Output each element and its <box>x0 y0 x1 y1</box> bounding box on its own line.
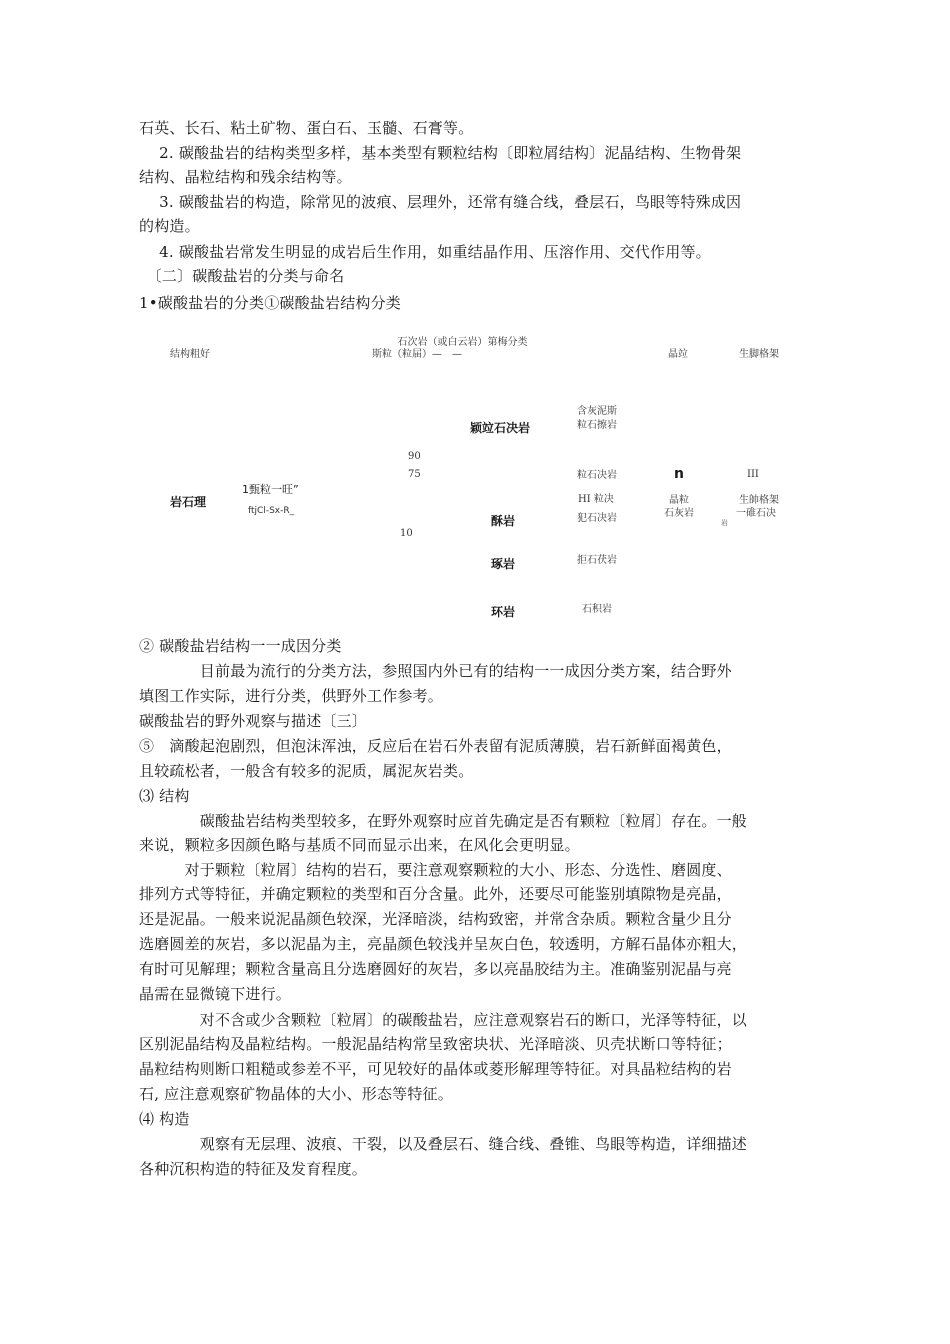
percent-label: 90 <box>408 451 421 462</box>
text-line: 2. 碳酸盐岩的结构类型多样，基本类型有颗粒结构〔即粒屑结构〕泥晶结构、生物骨架 <box>139 144 742 162</box>
cell-label: 粒石决岩 <box>577 470 617 481</box>
subsection-heading: ⑷ 构造 <box>139 1110 190 1128</box>
text-line: 排列方式等特征，并确定颗粒的类型和百分含量。此外，还要尽可能鉴别填隙物是亮晶， <box>139 885 732 903</box>
cell-label: 石积岩 <box>582 604 612 615</box>
text-line: 3. 碳酸盐岩的构造，除常见的波痕、层理外，还常有缝合线，叠层石，鸟眼等特殊成因 <box>139 193 742 211</box>
section-heading: 〔二〕碳酸盐岩的分类与命名 <box>139 267 345 285</box>
column-header-crystal: 晶竝 <box>668 349 688 360</box>
grain-sublabel: ftjCl-Sx-R_ <box>248 506 295 516</box>
subsection-heading: ⑶ 结构 <box>139 787 190 805</box>
text-line: 来说，颗粒多因颜色略与基质不同而显示出来，在风化会更明显。 <box>139 836 580 854</box>
text-line: 区别泥晶结构及晶粒结构。一般泥晶结构常呈致密块状、光泽暗淡、贝壳状断口等特征； <box>139 1035 732 1053</box>
text-line: 还是泥晶。一般来说泥晶颜色较深，光泽暗淡，结构致密，并常含杂质。颗粒含量少且分 <box>139 910 732 928</box>
cell-label: HI 粒决 <box>578 494 614 505</box>
grain-label: 1甄粒一旺” <box>242 483 299 496</box>
text-line: 各种沉积构造的特征及发育程度。 <box>139 1160 368 1178</box>
column-header-structure: 结构粗好 <box>170 349 210 360</box>
figure-title: 石次岩（或白云岩）第梅分类 <box>397 337 528 348</box>
text-line: 的构造。 <box>139 217 200 235</box>
subsection-heading: 1•碳酸盐岩的分类①碳酸盐岩结构分类 <box>139 294 401 312</box>
cell-label: 拒石茯岩 <box>577 555 617 566</box>
section-heading: 碳酸盐岩的野外观察与描述〔三〕 <box>139 712 368 730</box>
text-line: 晶需在显微镜下进行。 <box>139 985 292 1003</box>
text-line: 结构、晶粒结构和残余结构等。 <box>139 168 352 186</box>
rock-name: 颖竝石决岩 <box>470 421 531 435</box>
cell-label: 含灰泥斯 <box>577 406 617 417</box>
text-line: 碳酸盐岩结构类型较多，在野外观察时应首先确定是否有颗粒〔粒屑〕存在。一般 <box>139 812 748 830</box>
text-line: 石, 应注意观察矿物晶体的大小、形态等特征。 <box>139 1085 453 1103</box>
text-line: 且较疏松者，一般含有较多的泥质，属泥灰岩类。 <box>139 762 474 780</box>
cell-label: 犯石决岩 <box>577 513 617 524</box>
percent-label: 75 <box>408 469 421 480</box>
rock-name: 环岩 <box>491 605 516 619</box>
cell-label: 一碓石决 <box>736 508 776 519</box>
percent-label: 10 <box>400 528 413 539</box>
figure-subtitle: 斯粒（粒届）— — <box>372 349 462 360</box>
text-line: 对不含或少含颗粒〔粒屑〕的碳酸盐岩，应注意观察岩石的断口，光泽等特征，以 <box>139 1011 748 1029</box>
text-line: 目前最为流行的分类方法，参照国内外已有的结构一一成因分类方案，结合野外 <box>139 662 732 680</box>
column-header-bio: 生脚格架 <box>739 349 779 360</box>
rock-name: 酥岩 <box>491 514 516 528</box>
text-line: 晶粒结构则断口粗糙或参差不平，可见较好的晶体或菱形解理等特征。对具晶粒结构的岩 <box>139 1060 732 1078</box>
text-line: 有时可见解理；颗粒含量高且分选磨圆好的灰岩，多以亮晶胶结为主。准确鉴别泥晶与亮 <box>139 960 732 978</box>
tiny-label: 岩 <box>721 519 728 527</box>
text-line: 填图工作实际，进行分类，供野外工作参考。 <box>139 687 444 705</box>
cell-label: 粒石擦岩 <box>577 420 617 431</box>
row-header: 岩石理 <box>170 495 207 509</box>
text-line: ⑤ 滴酸起泡剧烈，但泡沫浑浊，反应后在岩石外表留有泥质薄膜，岩石新鲜面褐黄色， <box>139 737 732 755</box>
mark-iii: III <box>747 469 759 480</box>
mark-n: n <box>674 466 684 482</box>
text-line: 对于颗粒〔粒屑〕结构的岩石，要注意观察颗粒的大小、形态、分选性、磨圆度、 <box>139 861 732 879</box>
cell-label: 晶粒 <box>669 495 689 506</box>
text-line: 4. 碳酸盐岩常发生明显的成岩后生作用，如重结晶作用、压溶作用、交代作用等。 <box>139 243 711 261</box>
text-line: 选磨圆差的灰岩，多以泥晶为主，亮晶颜色较浅并呈灰白色，较透明，方解石晶体亦粗大， <box>139 935 748 953</box>
cell-label: 生帥格架 <box>739 495 779 506</box>
cell-label: 石灰岩 <box>664 508 694 519</box>
subsection-heading: ② 碳酸盐岩结构一一成因分类 <box>139 637 342 655</box>
rock-name: 琢岩 <box>491 557 516 571</box>
text-line: 石英、长石、粘土矿物、蛋白石、玉髓、石膏等。 <box>139 119 474 137</box>
text-line: 观察有无层理、波痕、干裂，以及叠层石、缝合线、叠锥、鸟眼等构造，详细描述 <box>139 1135 748 1153</box>
